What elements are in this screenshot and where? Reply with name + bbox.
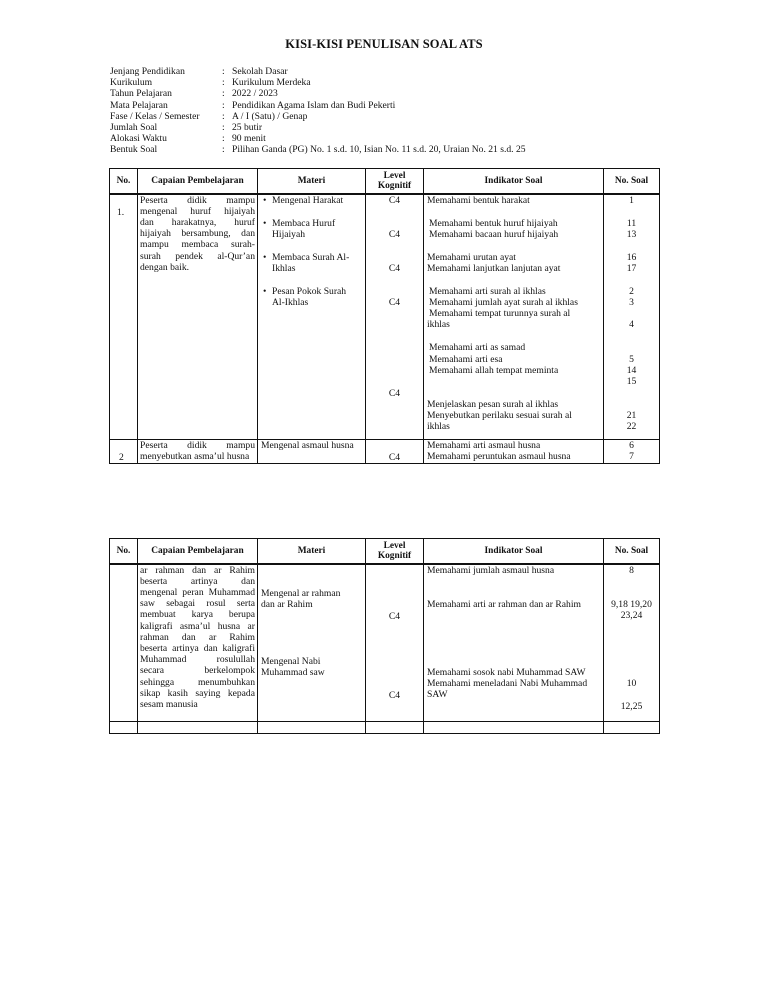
header-level [366, 169, 424, 194]
indikator-line: Memahami bentuk huruf hijaiyah [429, 217, 558, 229]
text-line: sehingga menumbuhkan [140, 676, 255, 688]
materi-item [272, 195, 343, 206]
document-title: KISI-KISI PENULISAN SOAL ATS [285, 37, 483, 51]
info-row-jumlah [110, 122, 526, 133]
materi-label: Mengenal ar rahman [261, 587, 341, 599]
text-line: secara berkelompok [140, 665, 255, 677]
capaian-text [140, 564, 255, 711]
grid-table-2 [109, 538, 660, 734]
header-materi: Materi [258, 169, 366, 194]
indikator-line: Memahami bentuk harakat [427, 194, 530, 206]
level-value: C4 [388, 262, 401, 274]
indikator-line: ikhlas [427, 420, 450, 432]
info-label: Mata Pelajaran [110, 99, 168, 111]
level-value: C4 [388, 228, 401, 240]
cell-empty [138, 722, 258, 734]
text-line: rahman dan ar Rahim [140, 631, 255, 643]
text-line: Peserta didik mampu [140, 440, 255, 451]
info-label: Alokasi Waktu [110, 133, 167, 145]
text-line: mampu membaca surah- [140, 239, 255, 251]
level-value: C4 [388, 296, 401, 308]
nosoal-value: 17 [626, 262, 637, 274]
info-value: Pilihan Ganda (PG) No. 1 s.d. 10, Isian No. 11 s.d. 20, Uraian No. 21 s.d. 25 [232, 144, 526, 156]
info-separator: : [222, 133, 225, 145]
info-row-mapel [110, 100, 526, 111]
info-row-alokasi [110, 133, 526, 144]
cell-no [110, 194, 138, 440]
header-level-line2: Kognitif [377, 180, 412, 191]
indikator-line: Memahami arti as samad [429, 341, 526, 353]
header-level-line2: Kognitif [377, 550, 412, 561]
nosoal-value: 8 [629, 564, 634, 576]
level-value: C4 [388, 689, 401, 701]
table-header-row [110, 169, 660, 194]
text-line: ar rahman dan ar Rahim [140, 564, 255, 576]
materi-label: Mengenal asmaul husna [261, 440, 354, 451]
cell-indikator [424, 440, 604, 464]
indikator-line: Memahami arti asmaul husna [427, 440, 541, 451]
indikator-line: Menyebutkan perilaku sesuai surah al [427, 409, 572, 421]
nosoal-value: 1 [629, 194, 634, 206]
materi-label: Al-Ikhlas [272, 296, 309, 308]
text-line: beserta artinya dan kaligrafi [140, 642, 255, 654]
cell-capaian [138, 194, 258, 440]
cell-indikator [424, 564, 604, 722]
text-line: membuat karya berupa [140, 609, 255, 621]
cell-capaian [138, 564, 258, 722]
cell-nosoal [604, 194, 660, 440]
materi-item [272, 252, 349, 274]
cell-empty [110, 722, 138, 734]
nosoal-value: 7 [629, 451, 634, 462]
indikator-line: Memahami arti esa [429, 353, 503, 365]
text-line: hijaiyah bersambung, dan [140, 228, 255, 240]
cell-level [366, 194, 424, 440]
info-label: Jumlah Soal [110, 121, 158, 133]
info-value: Kurikulum Merdeka [232, 77, 311, 89]
header-materi: Materi [258, 539, 366, 564]
header-capaian: Capaian Pembelajaran [138, 539, 258, 564]
table-row [110, 440, 660, 464]
header-no: No. [110, 169, 138, 194]
text-line: Peserta didik mampu [140, 194, 255, 206]
text-line: mengenal huruf hijaiyah [140, 205, 255, 217]
cell-nosoal [604, 440, 660, 464]
level-value: C4 [388, 387, 401, 399]
text-line: dengan baik. [140, 261, 190, 273]
info-value: 2022 / 2023 [232, 88, 278, 100]
indikator-line: Menjelaskan pesan surah al ikhlas [427, 398, 559, 410]
cell-no [110, 564, 138, 722]
table-row [110, 194, 660, 440]
capaian-text [140, 195, 255, 273]
cell-level [366, 440, 424, 464]
level-value: C4 [388, 610, 401, 622]
grid-table-1 [109, 168, 660, 464]
info-row-jenjang [110, 66, 526, 77]
info-label: Bentuk Soal [110, 144, 158, 156]
nosoal-value: 23,24 [620, 609, 643, 621]
header-level-line1: Level [383, 170, 406, 181]
info-separator: : [222, 88, 225, 100]
indikator-line: ikhlas [427, 318, 450, 330]
info-value: 25 butir [232, 121, 263, 133]
nosoal-value: 6 [629, 440, 634, 451]
nosoal-value: 5 [629, 353, 634, 365]
info-separator: : [222, 110, 225, 122]
text-line: dan harakatnya, huruf [140, 216, 255, 228]
text-line: surah pendek al-Qur’an [140, 250, 255, 262]
materi-label: Mengenal Nabi [261, 655, 321, 667]
text-line: mengenal peran Muhammad [140, 586, 255, 598]
nosoal-value: 4 [629, 318, 634, 330]
table-header-row [110, 539, 660, 564]
cell-empty [424, 722, 604, 734]
nosoal-value: 10 [626, 677, 637, 689]
indikator-line: Memahami meneladani Nabi Muhammad [427, 677, 588, 689]
info-row-fase [110, 111, 526, 122]
cell-materi [258, 194, 366, 440]
info-separator: : [222, 77, 225, 89]
nosoal-value: 9,18 19,20 [611, 598, 652, 610]
cell-materi [258, 564, 366, 722]
materi-label: Muhammad saw [261, 666, 325, 678]
info-value: A / I (Satu) / Genap [232, 110, 308, 122]
materi-label: Membaca Huruf [272, 217, 336, 229]
info-value: Sekolah Dasar [232, 66, 288, 77]
table-row-empty [110, 722, 660, 734]
indikator-line: Memahami jumlah asmaul husna [427, 564, 555, 576]
header-level-line1: Level [383, 540, 406, 551]
table-row [110, 564, 660, 722]
info-row-bentuk [110, 144, 526, 155]
cell-empty [258, 722, 366, 734]
indikator-line: Memahami urutan ayat [427, 251, 516, 263]
indikator-line: Memahami lanjutkan lanjutan ayat [427, 262, 561, 274]
info-block [110, 66, 526, 156]
header-capaian: Capaian Pembelajaran [138, 169, 258, 194]
materi-label: Membaca Surah Al- [272, 251, 350, 263]
cell-empty [366, 722, 424, 734]
cell-nosoal [604, 564, 660, 722]
indikator-line: Memahami peruntukan asmaul husna [427, 451, 571, 462]
row-number: 1. [117, 206, 125, 218]
nosoal-value: 16 [626, 251, 637, 263]
cell-capaian [138, 440, 258, 464]
cell-indikator [424, 194, 604, 440]
info-separator: : [222, 121, 225, 133]
nosoal-value: 12,25 [620, 700, 643, 712]
cell-empty [604, 722, 660, 734]
indikator-line: Memahami jumlah ayat surah al ikhlas [429, 296, 578, 308]
info-row-tahun [110, 88, 526, 99]
indikator-line: SAW [427, 688, 448, 700]
info-label: Tahun Pelajaran [110, 88, 172, 100]
nosoal-value: 21 [626, 409, 637, 421]
materi-label: Ikhlas [272, 262, 296, 274]
text-line: menyebutkan asma’ul husna [140, 451, 250, 463]
info-label: Kurikulum [110, 77, 153, 89]
nosoal-value: 14 [626, 364, 637, 376]
nosoal-value: 22 [626, 420, 637, 432]
header-nosoal: No. Soal [604, 539, 660, 564]
info-label: Jenjang Pendidikan [110, 66, 185, 77]
text-line: kaligrafi asma’ul husna ar [140, 620, 255, 632]
materi-label: Hijaiyah [272, 228, 306, 240]
indikator-line: Memahami sosok nabi Muhammad SAW [427, 666, 586, 678]
nosoal-value: 11 [626, 217, 637, 229]
header-nosoal: No. Soal [604, 169, 660, 194]
text-line: sesam manusia [140, 698, 198, 710]
text-line: saw sebagai rosul serta [140, 598, 255, 610]
info-row-kurikulum [110, 77, 526, 88]
nosoal-value: 15 [626, 375, 637, 387]
info-separator: : [222, 66, 225, 77]
info-value: Pendidikan Agama Islam dan Budi Pekerti [232, 99, 396, 111]
header-level [366, 539, 424, 564]
info-separator: : [222, 99, 225, 111]
header-no: No. [110, 539, 138, 564]
materi-label: Pesan Pokok Surah [272, 285, 347, 297]
info-separator: : [222, 144, 225, 156]
indikator-line: Memahami arti surah al ikhlas [429, 285, 546, 297]
materi-label: Mengenal Harakat [272, 194, 344, 206]
indikator-line: Memahami allah tempat meminta [429, 364, 559, 376]
nosoal-value: 13 [626, 228, 637, 240]
nosoal-value: 2 [629, 285, 634, 297]
indikator-line: Memahami bacaan huruf hijaiyah [429, 228, 559, 240]
materi-label: dan ar Rahim [261, 598, 313, 610]
materi-item [272, 286, 346, 308]
header-indikator: Indikator Soal [424, 539, 604, 564]
nosoal-value: 3 [629, 296, 634, 308]
cell-materi [258, 440, 366, 464]
materi-item [272, 218, 335, 240]
info-label: Fase / Kelas / Semester [110, 110, 200, 122]
cell-level [366, 564, 424, 722]
indikator-line: Memahami arti ar rahman dan ar Rahim [427, 598, 581, 610]
text-line: sikap kasih saying kepada [140, 687, 255, 699]
text-line: Muhammad rosulullah [140, 654, 255, 666]
row-number: 2 [119, 452, 124, 463]
info-value: 90 menit [232, 133, 266, 145]
text-line: beserta artinya dan [140, 575, 255, 587]
capaian-text [140, 440, 255, 462]
level-value: C4 [388, 194, 401, 206]
cell-no [110, 440, 138, 464]
indikator-line: Memahami tempat turunnya surah al [429, 307, 571, 319]
level-value: C4 [388, 452, 401, 463]
header-indikator: Indikator Soal [424, 169, 604, 194]
